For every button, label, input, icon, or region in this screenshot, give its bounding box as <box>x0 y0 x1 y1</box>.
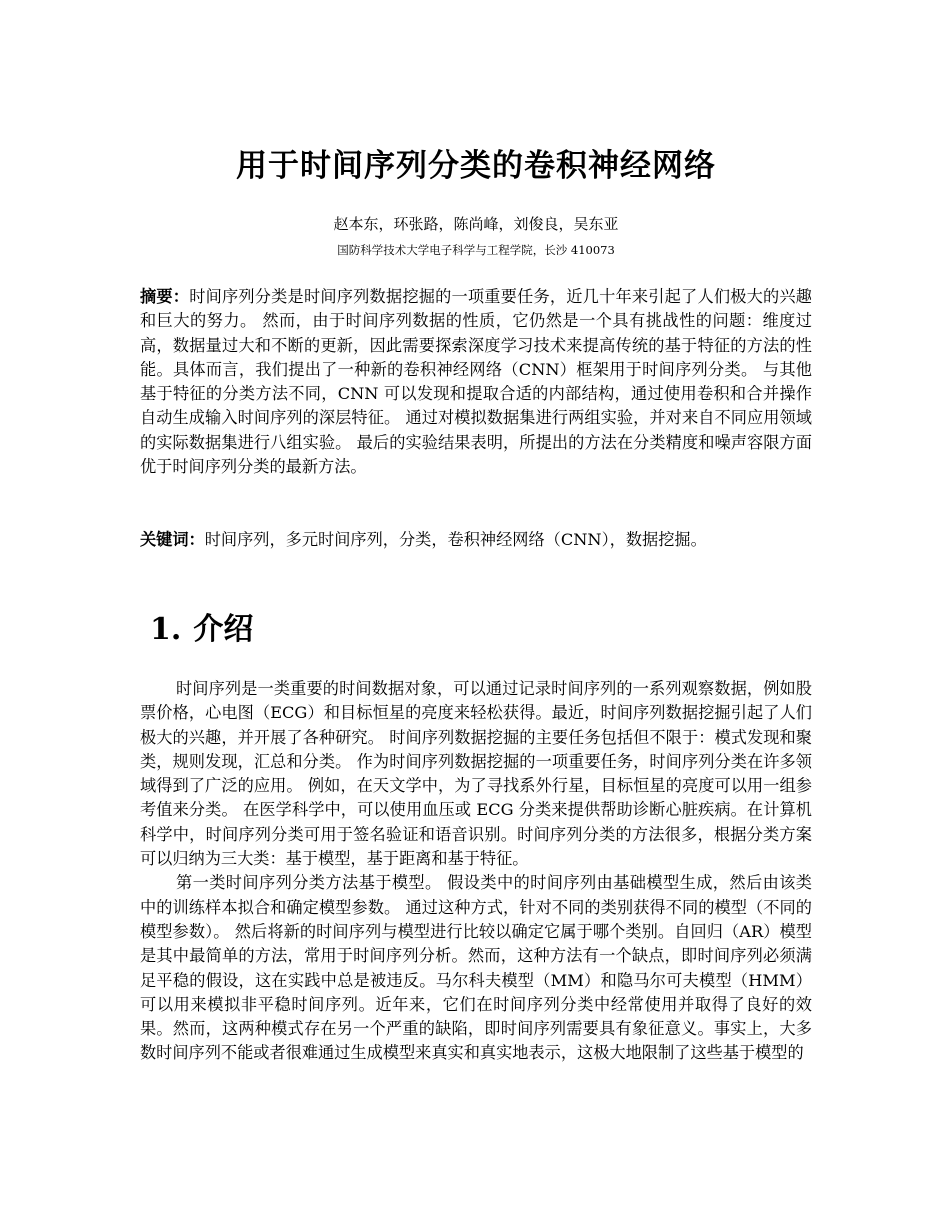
abstract-text: 时间序列分类是时间序列数据挖掘的一项重要任务，近几十年来引起了人们极大的兴趣和巨大的努力。 然而，由于时间序列数据的性质，它仍然是一个具有挑战性的问题：维度过高，数据量过大和不断的更新，因此需要探索深度学习技术来提高传统的基于特征的方法的性能。具体而言，我们提出了一种新的卷积神经网络（CNN）框架用于时间序列分类。 与其他基于特征的分类方法不同，CNN 可以发现和提取合适的内部结构，通过使用卷积和合并操作自动生成输入时间序列的深层特征。 通过对模拟数据集进行两组实验，并对来自不同应用领域的实际数据集进行八组实验。 最后的实验结果表明，所提出的方法在分类精度和噪声容限方面优于时间序列分类的最新方法。 <box>140 287 812 477</box>
section-number: 1. <box>150 612 182 647</box>
section-heading <box>150 604 253 648</box>
abstract <box>140 285 812 479</box>
keywords-label: 关键词： <box>140 530 205 549</box>
body-paragraph: 时间序列是一类重要的时间数据对象，可以通过记录时间序列的一系列观察数据，例如股票价格，心电图（ECG）和目标恒星的亮度来轻松获得。最近，时间序列数据挖掘引起了人们极大的兴趣，并开展了各种研究。 时间序列数据挖掘的主要任务包括但不限于：模式发现和聚类，规则发现，汇总和分类。 作为时间序列数据挖掘的一项重要任务，时间序列分类在许多领域得到了广泛的应用。 例如，在天文学中，为了寻找系外行星，目标恒星的亮度可以用一组参考值来分类。 在医学科学中，可以使用血压或 ECG 分类来提供帮助诊断心脏疾病。在计算机科学中，时间序列分类可用于签名验证和语音识别。时间序列分类的方法很多，根据分类方案可以归纳为三大类：基于模型，基于距离和基于特征。 <box>140 679 812 869</box>
author-affiliation: 国防科学技术大学电子科学与工程学院，长沙 410073 <box>337 243 615 257</box>
keywords-text: 时间序列，多元时间序列，分类，卷积神经网络（CNN），数据挖掘。 <box>204 530 707 549</box>
body-paragraph: 第一类时间序列分类方法基于模型。 假设类中的时间序列由基础模型生成，然后由该类中的训练样本拟合和确定模型参数。 通过这种方式，针对不同的类别获得不同的模型（不同的模型参数）。 然后将新的时间序列与模型进行比较以确定它属于哪个类别。自回归（AR）模型是其中最简单的方法，常用于时间序列分析。然而，这种方法有一个缺点，即时间序列必须满足平稳的假设，这在实践中总是被违反。马尔科夫模型（MM）和隐马尔可夫模型（HMM）可以用来模拟非平稳时间序列。近年来，它们在时间序列分类中经常使用并取得了良好的效果。然而，这两种模式存在另一个严重的缺陷，即时间序列需要具有象征意义。事实上，大多数时间序列不能或者很难通过生成模型来真实和真实地表示，这极大地限制了这些基于模型的 <box>140 873 812 1063</box>
keywords <box>140 528 812 552</box>
abstract-label: 摘要： <box>140 287 190 306</box>
section-body <box>140 677 812 1066</box>
section-title: 介绍 <box>193 612 254 647</box>
paper-title: 用于时间序列分类的卷积神经网络 <box>236 148 716 184</box>
author-list: 赵本东，环张路，陈尚峰，刘俊良，吴东亚 <box>333 215 619 233</box>
